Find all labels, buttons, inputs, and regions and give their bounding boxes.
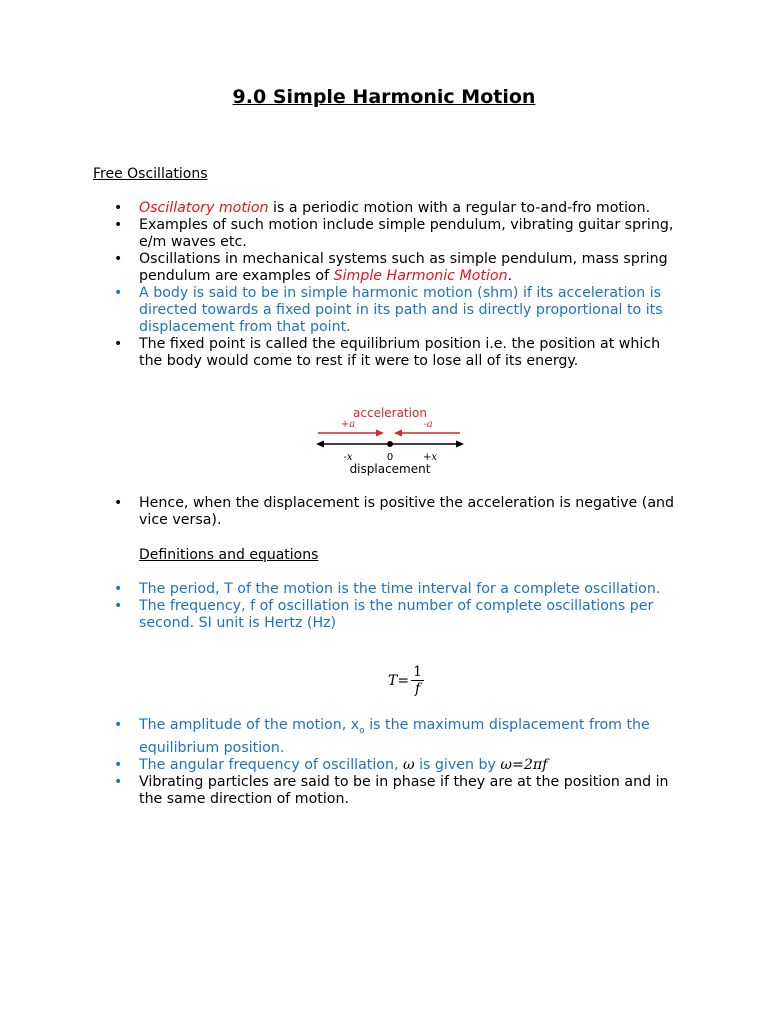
item-text: is a periodic motion with a regular to-and-fro motion. [268, 200, 651, 216]
item-text: The fixed point is called the equilibrium position i.e. the position at which the body would come to rest if it were to lose all of its energy. [139, 336, 661, 369]
item-text: Oscillations in mechanical systems such as simple pendulum, mass spring pendulum are examples of [139, 251, 668, 284]
list-item [0, 598, 679, 632]
formula-fraction [411, 664, 424, 697]
list-item [0, 581, 679, 598]
list-item [0, 251, 679, 285]
minus-x-label: -x [343, 452, 353, 463]
formula-lhs: T [388, 672, 398, 689]
omega-symbol: ω [403, 756, 415, 773]
bullet-icon: • [114, 598, 123, 614]
left-arrowhead-icon [394, 430, 402, 437]
item-text: Examples of such motion include simple pendulum, vibrating guitar spring, e/m waves etc. [139, 217, 674, 250]
page-title: 9.0 Simple Harmonic Motion [232, 86, 536, 108]
formula-numerator: 1 [413, 664, 422, 680]
item-text: The period, T of the motion is the time interval for a complete oscillation. [139, 581, 661, 597]
right-arrowhead-icon [376, 430, 384, 437]
list-item [0, 217, 679, 251]
item-text: A body is said to be in simple harmonic motion (shm) if its acceleration is directed towards a fixed point in its path and is directly proportional to its displacement from that point. [139, 285, 663, 335]
subscript: o [359, 725, 365, 736]
formula-equals: = [397, 672, 410, 689]
axis-left-arrowhead-icon [316, 441, 324, 448]
acceleration-label: acceleration [353, 406, 427, 420]
period-formula [388, 664, 424, 697]
item-text: The angular frequency of oscillation, [139, 756, 403, 773]
plus-x-label: +x [422, 452, 438, 463]
displacement-label: displacement [349, 462, 431, 476]
definitions-heading: Definitions and equations [139, 547, 319, 563]
bullet-icon: • [114, 581, 123, 597]
bullet-icon: • [114, 495, 123, 511]
angular-formula: ω=2πf [500, 756, 548, 773]
item-text: is the maximum displacement from the equilibrium position. [139, 717, 650, 756]
item-text: The frequency, f of oscillation is the number of complete oscillations per second. SI unit is Hertz (Hz) [139, 598, 654, 631]
item-suffix: . [507, 268, 513, 284]
list-item [0, 774, 679, 808]
list-item [0, 336, 679, 370]
conclusion-list [0, 495, 679, 529]
formula-denominator: f [414, 681, 421, 697]
bullet-icon: • [114, 200, 123, 216]
bullet-icon: • [114, 336, 123, 352]
minus-a-label: -a [423, 419, 433, 430]
bullet-icon: • [114, 285, 123, 301]
bullet-icon: • [114, 756, 123, 773]
bullet-icon: • [114, 717, 123, 733]
equilibrium-point [387, 441, 393, 447]
free-oscillations-heading: Free Oscillations [93, 166, 208, 182]
amplitude-list [0, 717, 679, 808]
list-item [0, 200, 679, 217]
free-oscillations-list [0, 200, 679, 370]
bullet-icon: • [114, 773, 123, 790]
item-text: Vibrating particles are said to be in phase if they are at the position and in the same direction of motion. [139, 773, 669, 807]
zero-label: 0 [386, 452, 394, 463]
plus-a-label: +a [340, 419, 356, 430]
item-text: The amplitude of the motion, x [139, 717, 360, 733]
list-item [0, 717, 679, 757]
list-item [0, 757, 679, 774]
bullet-icon: • [114, 217, 123, 233]
shm-diagram [312, 400, 472, 480]
bullet-icon: • [114, 251, 123, 267]
highlight-text: Oscillatory motion [139, 200, 269, 216]
list-item [0, 495, 679, 529]
definitions-list [0, 581, 679, 632]
list-item [0, 285, 679, 336]
item-text: Hence, when the displacement is positive the acceleration is negative (and vice versa). [139, 495, 675, 528]
axis-right-arrowhead-icon [456, 441, 464, 448]
highlight-text: Simple Harmonic Motion [333, 268, 508, 284]
item-text: is given by [414, 756, 501, 773]
